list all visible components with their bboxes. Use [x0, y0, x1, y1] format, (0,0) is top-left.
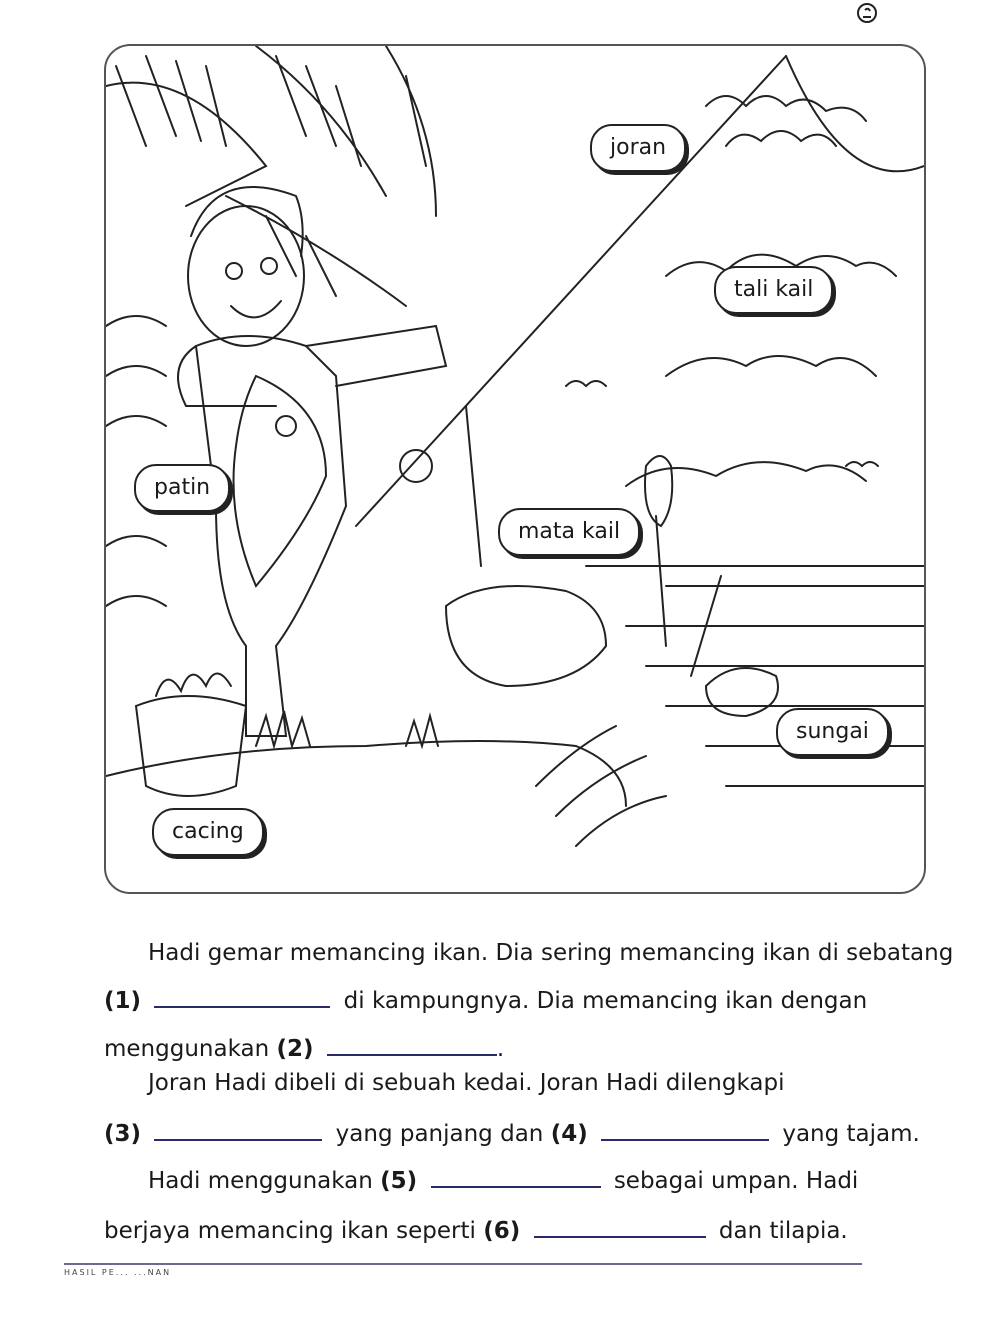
blank-1[interactable] — [154, 1002, 330, 1008]
passage-text: yang tajam. — [782, 1121, 920, 1147]
passage-line — [148, 1168, 858, 1194]
label-sungai: sungai — [776, 708, 889, 756]
blank-number-4: (4) — [550, 1121, 588, 1147]
blank-number-3: (3) — [104, 1121, 142, 1147]
passage-text: di kampungnya. Dia memancing ikan dengan — [343, 988, 868, 1014]
passage-text: sebagai umpan. Hadi — [613, 1168, 859, 1194]
label-cacing: cacing — [152, 808, 264, 856]
passage-text: . — [496, 1036, 505, 1062]
blank-6[interactable] — [534, 1232, 706, 1238]
passage-text: Hadi menggunakan — [148, 1168, 373, 1194]
blank-2[interactable] — [327, 1050, 497, 1056]
passage-line — [104, 1036, 504, 1062]
passage-text: Joran Hadi dibeli di sebuah kedai. Joran Hadi dilengkapi — [148, 1070, 785, 1096]
passage-text: Hadi gemar memancing ikan. Dia sering memancing ikan di sebatang — [148, 940, 954, 966]
footer-text: HASIL PE... ...NAN — [64, 1268, 172, 1277]
blank-number-5: (5) — [380, 1168, 418, 1194]
blank-4[interactable] — [601, 1135, 769, 1141]
label-tali-kail: tali kail — [714, 266, 833, 314]
passage-line — [148, 940, 953, 966]
label-mata-kail: mata kail — [498, 508, 640, 556]
blank-number-1: (1) — [104, 988, 142, 1014]
blank-5[interactable] — [431, 1182, 601, 1188]
passage-line — [148, 1070, 784, 1096]
passage-text: dan tilapia. — [718, 1218, 848, 1244]
bottom-divider — [64, 1263, 862, 1265]
blank-number-6: (6) — [483, 1218, 521, 1244]
passage-line — [104, 988, 867, 1014]
label-joran: joran — [590, 124, 686, 172]
label-patin: patin — [134, 464, 230, 512]
blank-3[interactable] — [154, 1135, 322, 1141]
passage-text: menggunakan — [104, 1036, 270, 1062]
passage-line — [104, 1218, 848, 1244]
passage-text: yang panjang dan — [335, 1121, 544, 1147]
passage-line — [104, 1121, 920, 1147]
passage-text: berjaya memancing ikan seperti — [104, 1218, 476, 1244]
blank-number-2: (2) — [276, 1036, 314, 1062]
